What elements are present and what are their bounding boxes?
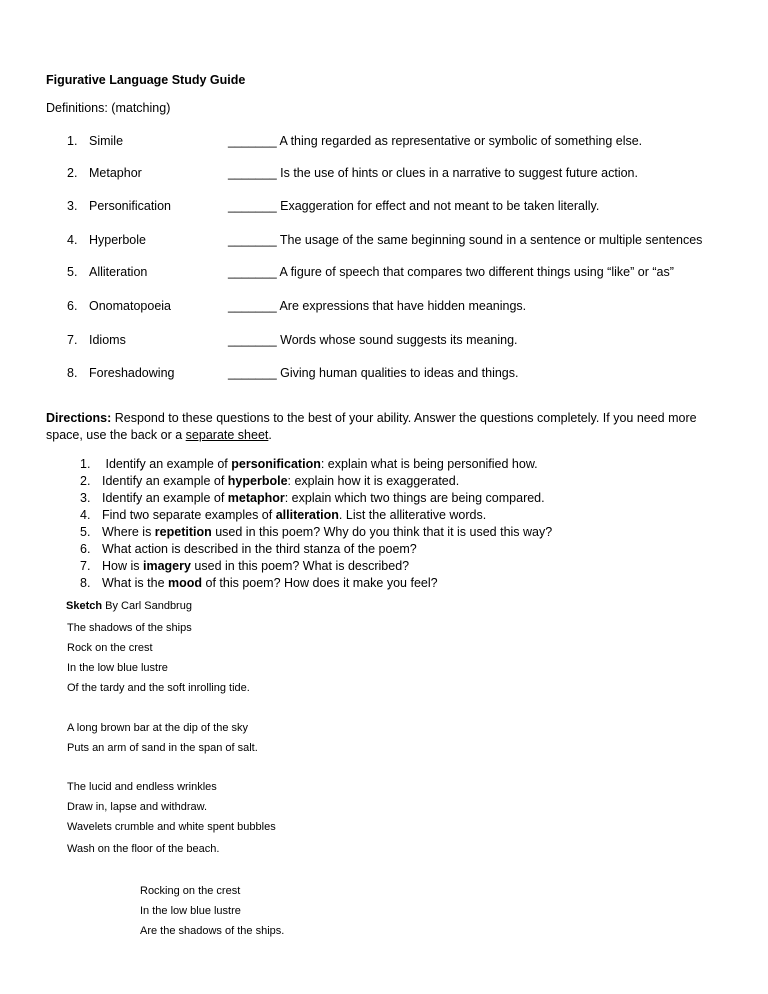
term-label: Metaphor bbox=[89, 166, 142, 180]
directions-label: Directions: bbox=[46, 411, 112, 425]
question-item: 7. How is imagery used in this poem? What is described? bbox=[80, 559, 410, 573]
term-label: Alliteration bbox=[89, 265, 148, 279]
term-item: 3. Personification bbox=[67, 199, 171, 213]
definition-item: _______ Giving human qualities to ideas and things. bbox=[228, 366, 519, 380]
question-keyword: repetition bbox=[154, 525, 212, 539]
question-keyword: hyperbole bbox=[227, 474, 288, 488]
question-item: 3. Identify an example of metaphor: explain which two things are being compared. bbox=[80, 491, 545, 505]
question-text: Identify an example of bbox=[102, 474, 228, 488]
definitions-label: Definitions: (matching) bbox=[46, 101, 171, 115]
question-item: 5. Where is repetition used in this poem? Why do you think that it is used this way? bbox=[80, 525, 553, 539]
poem-line: Rock on the crest bbox=[67, 642, 153, 654]
question-text: . List the alliterative words. bbox=[338, 508, 487, 522]
poem-line: Wavelets crumble and white spent bubbles bbox=[67, 821, 276, 833]
term-label: Personification bbox=[89, 199, 171, 213]
question-keyword: alliteration bbox=[275, 508, 339, 522]
poem-line: Wash on the floor of the beach. bbox=[67, 843, 220, 855]
question-text: Find two separate examples of bbox=[102, 508, 276, 522]
poem-byline: By Carl Sandbrug bbox=[102, 600, 192, 612]
poem-line: The lucid and endless wrinkles bbox=[67, 781, 217, 793]
term-item: 2. Metaphor bbox=[67, 166, 142, 180]
term-label: Onomatopoeia bbox=[89, 299, 172, 313]
definition-item: _______ Is the use of hints or clues in a narrative to suggest future action. bbox=[228, 166, 638, 180]
term-item: 8. Foreshadowing bbox=[67, 366, 175, 380]
question-item: 6. What action is described in the third stanza of the poem? bbox=[80, 542, 417, 556]
term-item: 4. Hyperbole bbox=[67, 233, 146, 247]
term-label: Foreshadowing bbox=[89, 366, 175, 380]
page-title: Figurative Language Study Guide bbox=[46, 73, 246, 87]
term-label: Simile bbox=[89, 134, 124, 148]
question-item: 8. What is the mood of this poem? How does it make you feel? bbox=[80, 576, 438, 590]
question-keyword: metaphor bbox=[227, 491, 285, 505]
question-text: : explain what is being personified how. bbox=[320, 457, 538, 471]
directions-paragraph bbox=[46, 410, 736, 444]
question-item: 2. Identify an example of hyperbole: explain how it is exaggerated. bbox=[80, 474, 460, 488]
definition-item: _______ The usage of the same beginning sound in a sentence or multiple sentences bbox=[228, 233, 703, 247]
directions-end: . bbox=[268, 428, 272, 442]
poem-line: In the low blue lustre bbox=[140, 905, 241, 917]
question-text: : explain which two things are being compared. bbox=[284, 491, 545, 505]
poem-line: A long brown bar at the dip of the sky bbox=[67, 722, 249, 734]
definition-item: _______ A figure of speech that compares two different things using “like” or “as” bbox=[228, 265, 674, 279]
definition-item: _______ Exaggeration for effect and not meant to be taken literally. bbox=[228, 199, 600, 213]
question-text: used in this poem? What is described? bbox=[190, 559, 410, 573]
poem-line: Of the tardy and the soft inrolling tide. bbox=[67, 682, 250, 694]
question-keyword: imagery bbox=[142, 559, 191, 573]
term-item: 1. Simile bbox=[67, 134, 124, 148]
question-text: Identify an example of bbox=[102, 457, 232, 471]
poem-line: In the low blue lustre bbox=[67, 662, 168, 674]
poem-title bbox=[66, 600, 192, 612]
poem-line: The shadows of the ships bbox=[67, 622, 192, 634]
term-label: Hyperbole bbox=[89, 233, 146, 247]
definition-item: _______ Words whose sound suggests its meaning. bbox=[228, 333, 518, 347]
question-text: Where is bbox=[102, 525, 155, 539]
question-text: : explain how it is exaggerated. bbox=[287, 474, 460, 488]
question-text: How is bbox=[102, 559, 143, 573]
poem-line: Draw in, lapse and withdraw. bbox=[67, 801, 208, 813]
poem-line: Rocking on the crest bbox=[140, 885, 241, 897]
term-item: 6. Onomatopoeia bbox=[67, 299, 172, 313]
poem-line: Are the shadows of the ships. bbox=[140, 925, 285, 937]
directions-text: Respond to these questions to the best of your ability. Answer the questions completely. If you need more space, use the back or a bbox=[46, 411, 697, 442]
poem-name: Sketch bbox=[66, 600, 103, 612]
question-text: of this poem? How does it make you feel? bbox=[202, 576, 438, 590]
question-text: What action is described in the third stanza of the poem? bbox=[102, 542, 417, 556]
question-item: 1. Identify an example of personification: explain what is being personified how. bbox=[80, 457, 538, 471]
term-label: Idioms bbox=[89, 333, 126, 347]
separate-sheet-text: separate sheet bbox=[185, 428, 269, 442]
question-text: Identify an example of bbox=[102, 491, 228, 505]
question-text: used in this poem? Why do you think that it is used this way? bbox=[211, 525, 553, 539]
term-item: 7. Idioms bbox=[67, 333, 126, 347]
question-keyword: personification bbox=[231, 457, 321, 471]
term-item: 5. Alliteration bbox=[67, 265, 148, 279]
question-item: 4. Find two separate examples of alliteration. List the alliterative words. bbox=[80, 508, 487, 522]
question-keyword: mood bbox=[168, 576, 203, 590]
definition-item: _______ A thing regarded as representative or symbolic of something else. bbox=[228, 134, 643, 148]
question-text: What is the bbox=[102, 576, 168, 590]
poem-line: Puts an arm of sand in the span of salt. bbox=[67, 742, 258, 754]
definition-item: _______ Are expressions that have hidden meanings. bbox=[228, 299, 527, 313]
